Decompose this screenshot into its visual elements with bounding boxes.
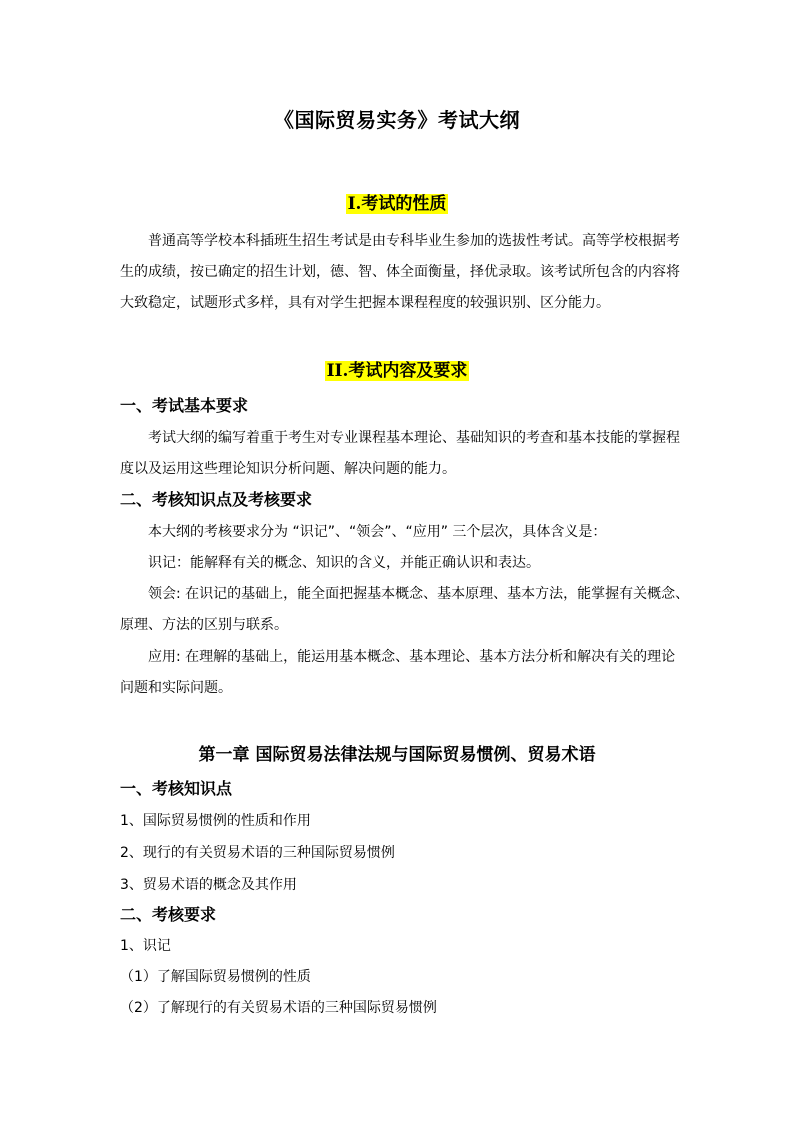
sub-heading-requirements: 二、考核要求 [120,905,217,924]
list-item: （1）了解国际贸易惯例的性质 [120,969,311,985]
list-item: 1、国际贸易惯例的性质和作用 [120,813,311,829]
paragraph-line: 生的成绩，按已确定的招生计划，德、智、体全面衡量，择优录取。该考试所包含的内容将 [120,264,680,280]
list-item: 2、现行的有关贸易术语的三种国际贸易惯例 [120,845,395,861]
sub-heading-basic-requirements: 一、考试基本要求 [120,396,249,415]
section-heading-content [0,356,794,381]
paragraph-line: 普通高等学校本科插班生招生考试是由专科毕业生参加的选拔性考试。高等学校根据考 [148,233,680,249]
section-heading-nature-text: I.考试的性质 [347,194,447,214]
paragraph-line: 大致稳定，试题形式多样，具有对学生把握本课程程度的较强识别、区分能力。 [120,295,610,311]
sub-heading-assessment-points: 二、考核知识点及考核要求 [120,490,313,509]
section-heading-content-text: II.考试内容及要求 [326,361,468,381]
paragraph-line: 领会: 在识记的基础上，能全面把握基本概念、基本原理、基本方法，能掌握有关概念、 [148,586,690,602]
paragraph-line: 本大纲的考核要求分为 “识记”、“领会”、“应用” 三个层次，具体含义是： [148,524,607,540]
section-heading-nature [0,189,794,214]
paragraph-line: 问题和实际问题。 [120,680,232,696]
list-item: 1、识记 [120,938,171,954]
document-title: 《国际贸易实务》考试大纲 [274,108,520,132]
chapter-title: 第一章 国际贸易法律法规与国际贸易惯例、贸易术语 [198,745,596,765]
sub-heading-knowledge-points: 一、考核知识点 [120,779,233,798]
paragraph-line: 识记：能解释有关的概念、知识的含义，并能正确认识和表达。 [148,555,540,571]
paragraph-line: 应用: 在理解的基础上，能运用基本概念、基本理论、基本方法分析和解决有关的理论 [148,649,676,665]
paragraph-line: 度以及运用这些理论知识分析问题、解决问题的能力。 [120,461,456,477]
paragraph-line: 考试大纲的编写着重于考生对专业课程基本理论、基础知识的考查和基本技能的掌握程 [148,430,680,446]
list-item: 3、贸易术语的概念及其作用 [120,877,297,893]
list-item: （2）了解现行的有关贸易术语的三种国际贸易惯例 [120,1000,437,1016]
paragraph-line: 原理、方法的区别与联系。 [120,617,288,633]
